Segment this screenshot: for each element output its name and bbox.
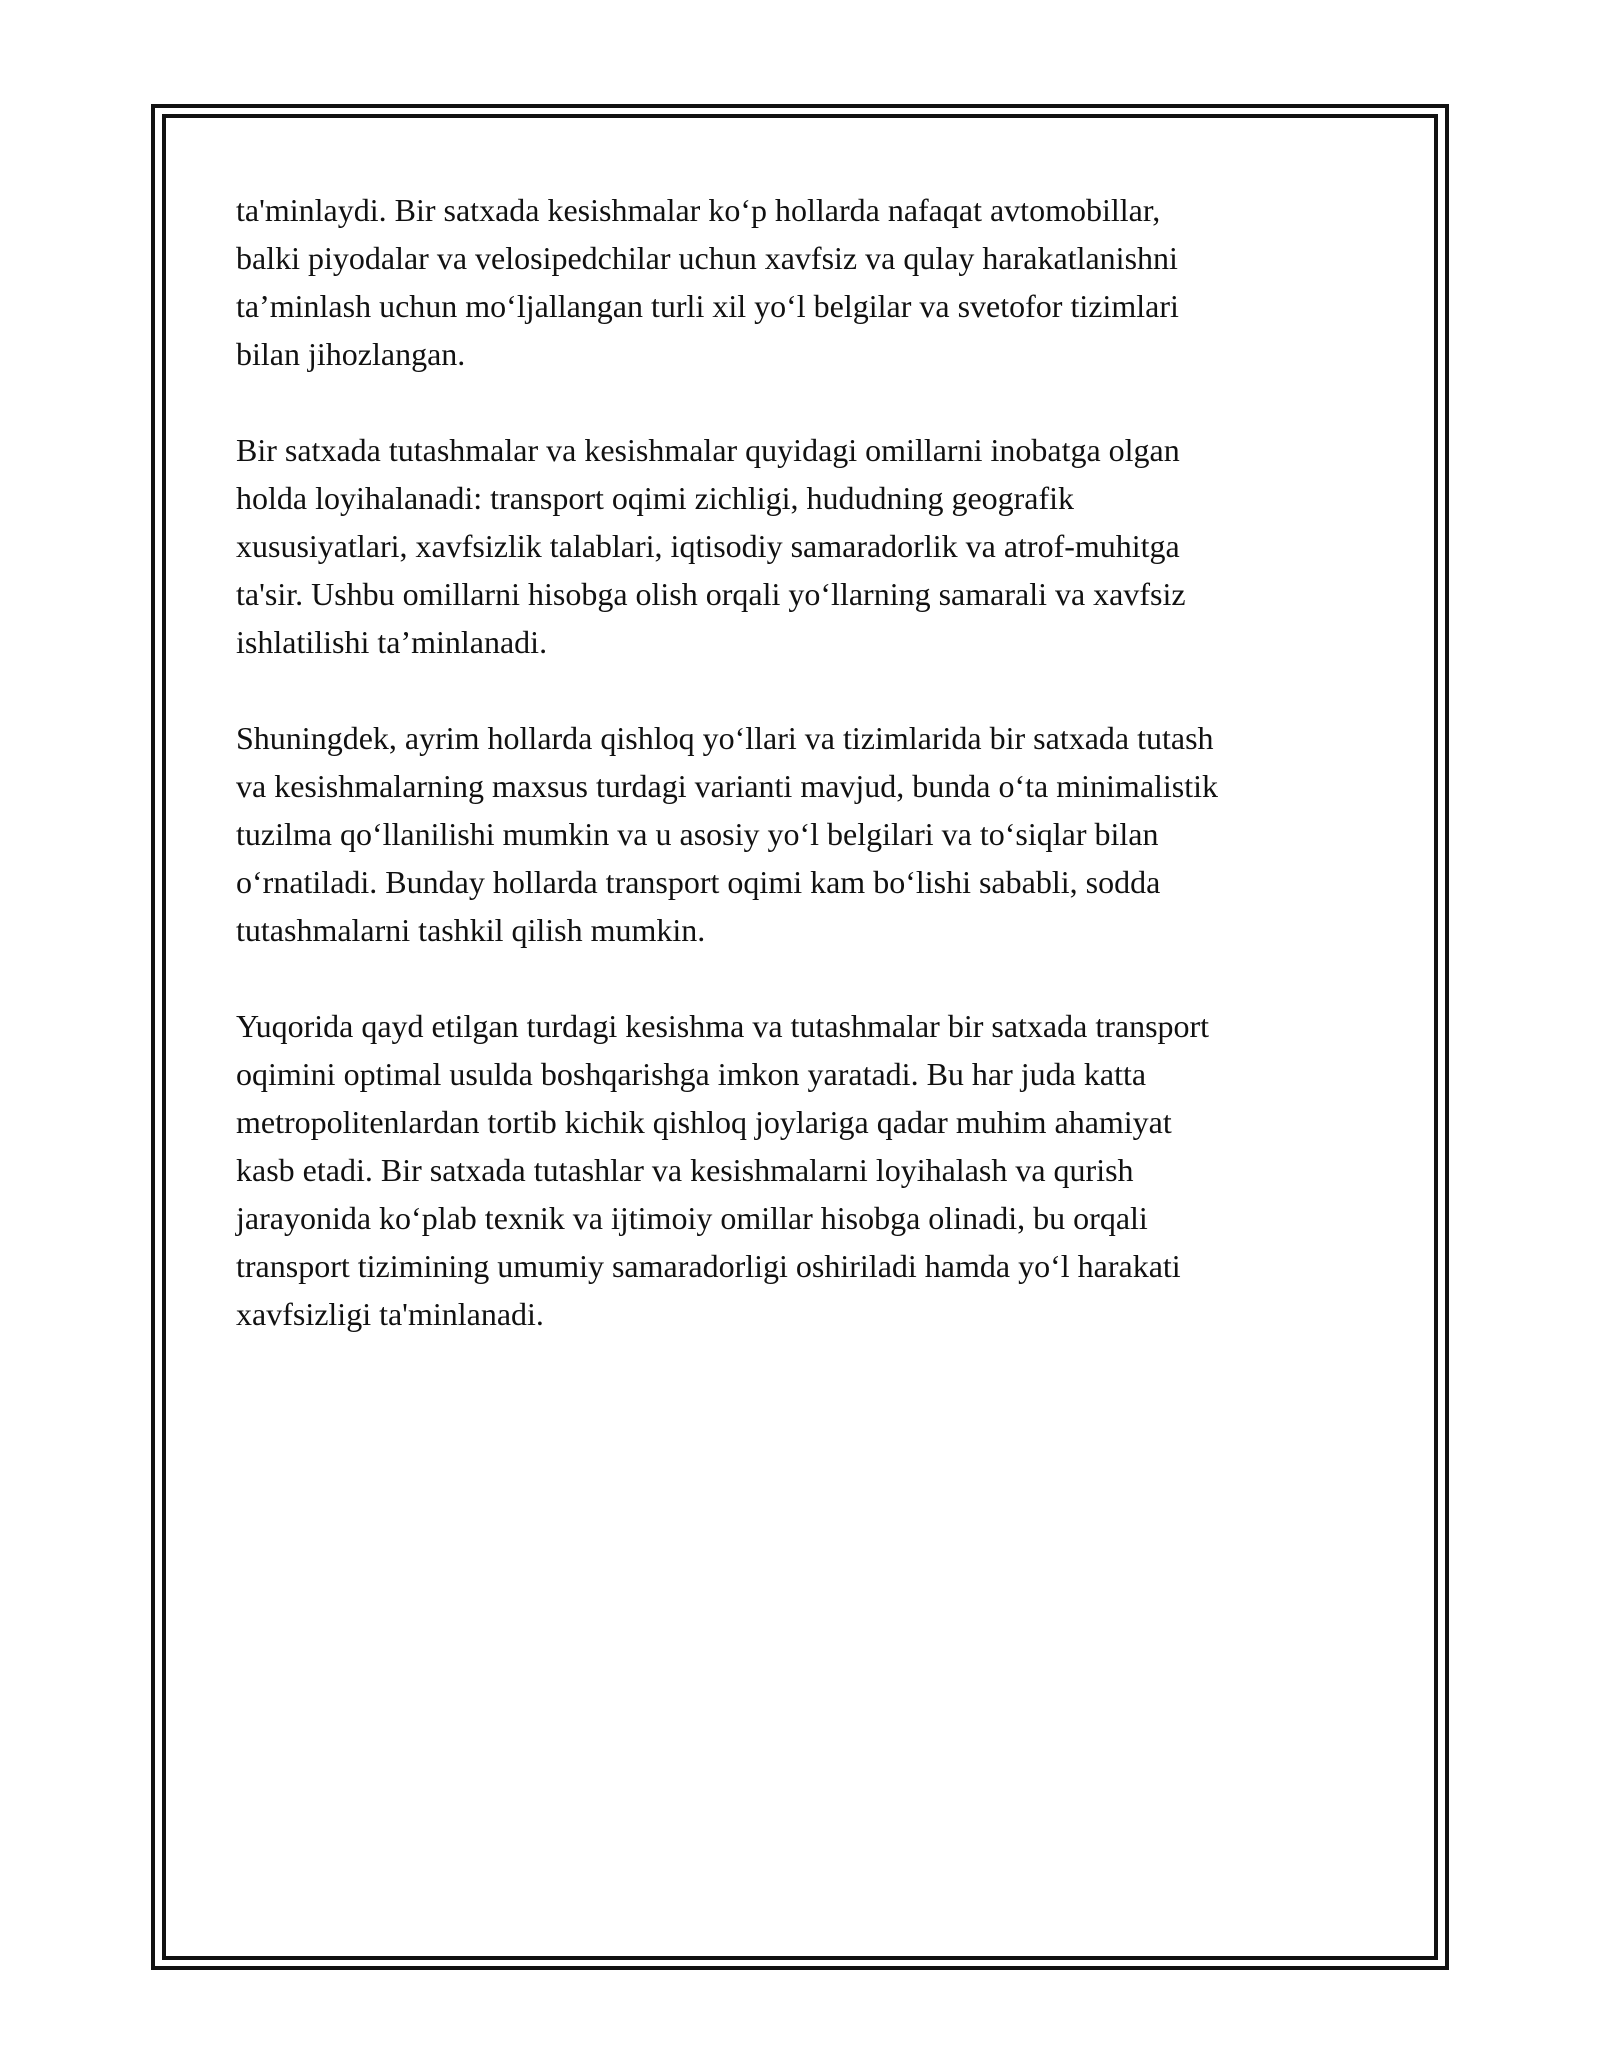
paragraph-3: Shuningdek, ayrim hollarda qishloq yo‘llari va tizimlarida bir satxada tutash va kesishmalarning maxsus turdagi varianti mavjud, bunda o‘ta minimalistik tuzilma qo‘llanilishi mumkin va u asosiy yo‘l belgilari va to‘siqlar bilan o‘rnatiladi. Bunday hollarda transport oqimi kam bo‘lishi sababli, sodda tutashmalarni tashkil qilish mumkin. (236, 720, 1219, 948)
paragraph-2: Bir satxada tutashmalar va kesishmalar quyidagi omillarni inobatga olgan holda loyihalanadi: transport oqimi zichligi, hududning geografik xususiyatlari, xavfsizlik talablari, iqtisodiy samaradorlik va atrof-muhitga ta'sir. Ushbu omillarni hisobga olish orqali yo‘llarning samarali va xavfsiz ishlatilishi ta’minlanadi. (236, 432, 1186, 660)
document-body (236, 186, 1366, 1386)
paragraph-1: ta'minlaydi. Bir satxada kesishmalar ko‘p hollarda nafaqat avtomobillar, balki piyodalar va velosipedchilar uchun xavfsiz va qulay harakatlanishni ta’minlash uchun mo‘ljallangan turli xil yo‘l belgilar va svetofor tizimlari bilan jihozlangan. (236, 192, 1179, 372)
paragraph-4: Yuqorida qayd etilgan turdagi kesishma va tutashmalar bir satxada transport oqimini optimal usulda boshqarishga imkon yaratadi. Bu har juda katta metropolitenlardan tortib kichik qishloq joylariga qadar muhim ahamiyat kasb etadi. Bir satxada tutashlar va kesishmalarni loyihalash va qurish jarayonida ko‘plab texnik va ijtimoiy omillar hisobga olinadi, bu orqali transport tizimining umumiy samaradorligi oshiriladi hamda yo‘l harakati xavfsizligi ta'minlanadi. (236, 1008, 1210, 1332)
